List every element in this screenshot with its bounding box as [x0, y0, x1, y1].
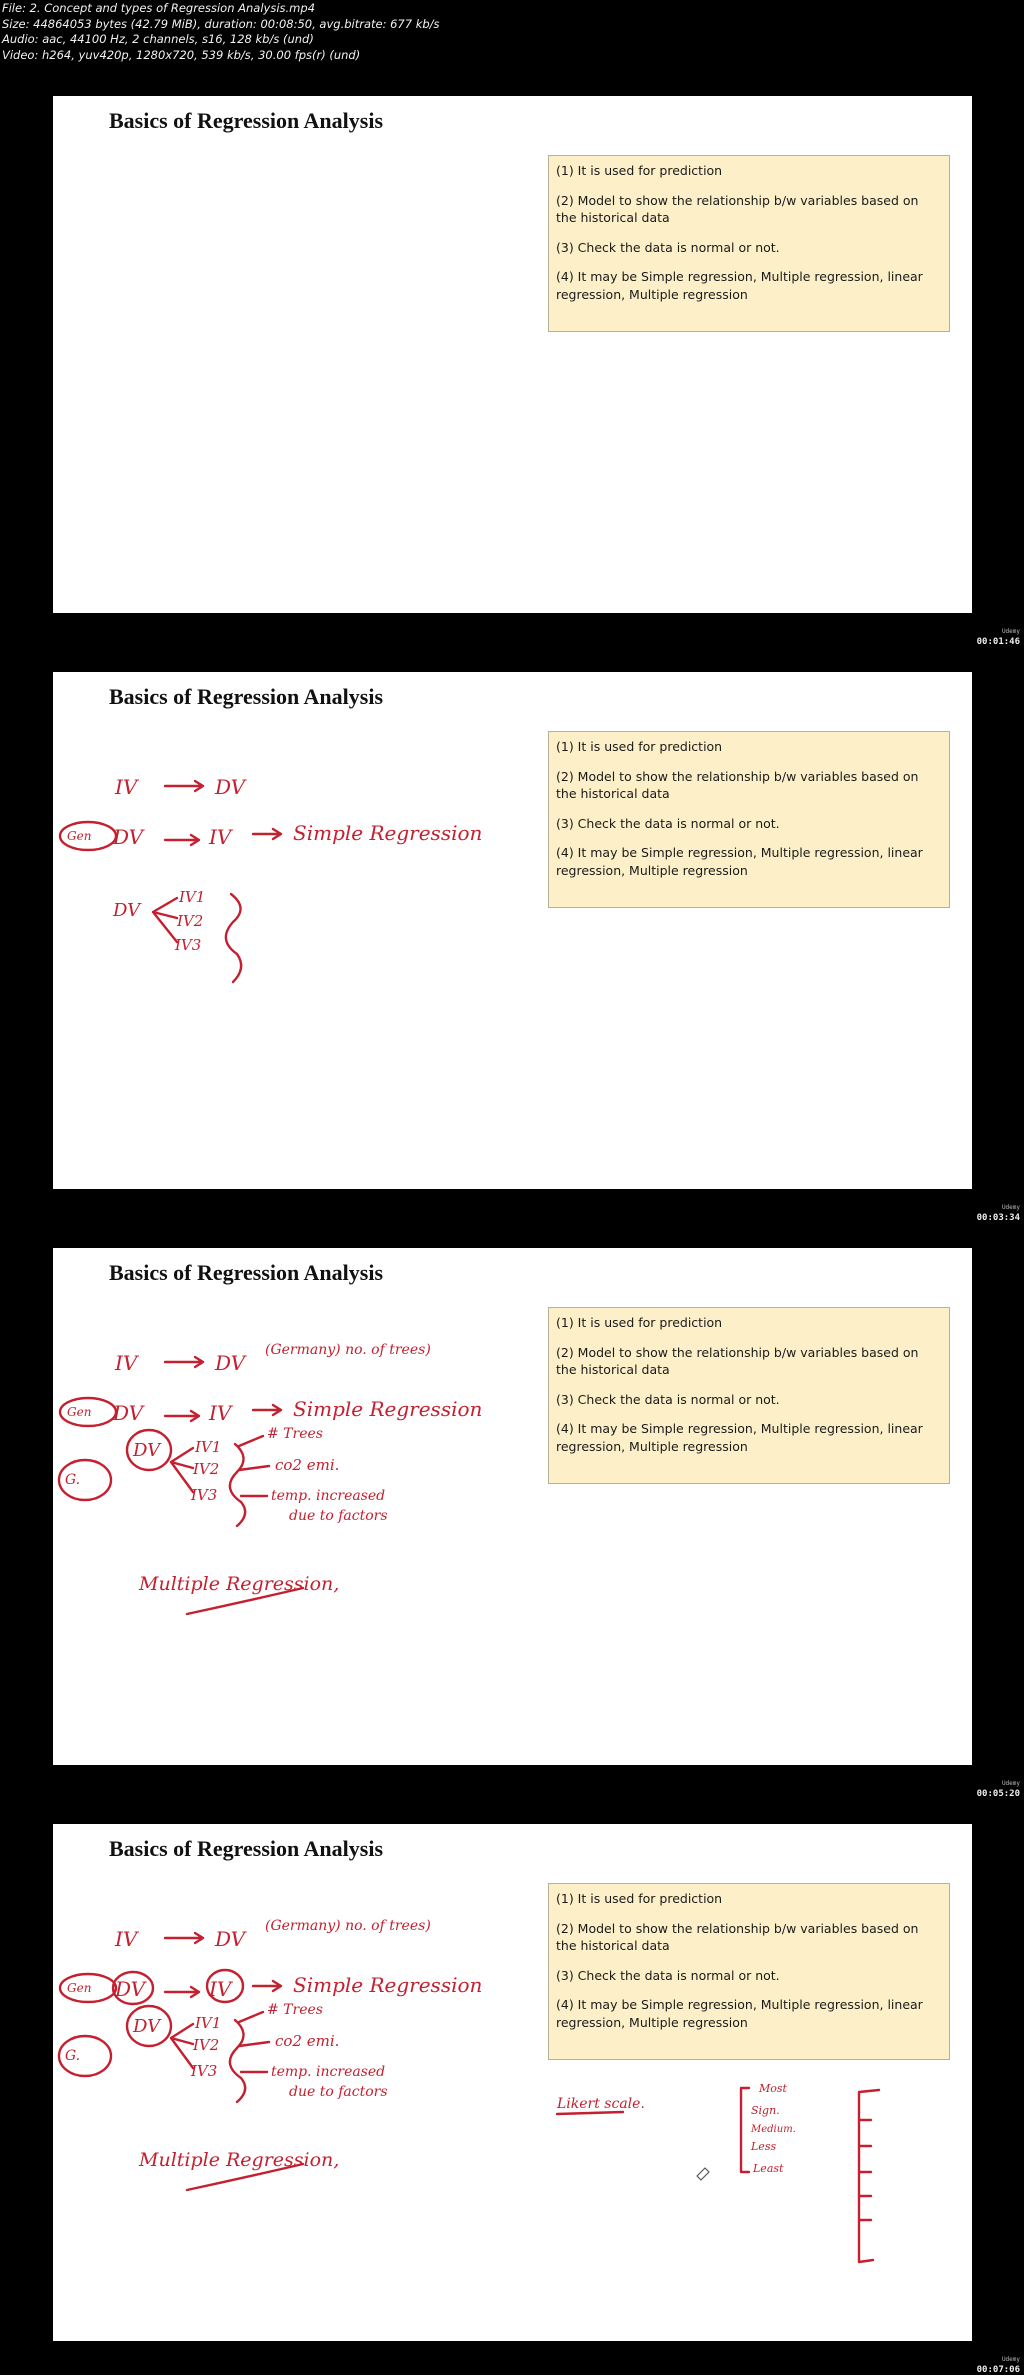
ink-arrow: [165, 1357, 203, 1367]
ink-dv: DV: [113, 900, 141, 921]
ink-arrow: [239, 1436, 263, 1446]
slide-title: Basics of Regression Analysis: [109, 1260, 384, 1285]
ink-arrow: [165, 835, 199, 845]
ink-simple-regression: Simple Regression: [293, 821, 483, 845]
ink-g: G.: [65, 1472, 81, 1488]
ink-dv: DV: [133, 2016, 161, 2037]
ink-scale-item: Least: [753, 2162, 784, 2175]
video-frame-1: [53, 96, 972, 613]
ink-dv: DV: [113, 825, 144, 849]
ink-arrow: [165, 781, 203, 791]
ink-iv: IV: [209, 1977, 232, 2001]
file-name: File: 2. Concept and types of Regression Analysis.mp4: [2, 1, 316, 15]
pen-cursor-icon: [697, 2168, 709, 2180]
ink-circle: [60, 1974, 116, 2002]
ink-circle: [59, 1460, 111, 1500]
ink-scale-item: Medium.: [751, 2124, 796, 2135]
ink-iv: IV: [115, 1351, 138, 1375]
slide-title: Basics of Regression Analysis: [109, 108, 384, 133]
ink-arrow: [239, 2042, 269, 2046]
ink-dv: DV: [115, 1977, 146, 2001]
ink-iv2: IV2: [193, 1460, 220, 1478]
ink-temp: temp. increased: [271, 1488, 386, 1504]
ink-simple-regression: Simple Regression: [293, 1973, 483, 1997]
ink-iv: IV: [115, 1927, 138, 1951]
ink-multiple-regression: Multiple Regression,: [139, 2149, 340, 2171]
ink-dv: DV: [113, 1401, 144, 1425]
udemy-logo: Udemy: [1001, 1204, 1020, 1211]
ink-underline: [557, 2112, 623, 2114]
ink-branches: [171, 2024, 193, 2068]
ink-dv: DV: [215, 1927, 246, 1951]
file-size: Size: 44864053 bytes (42.79 MiB), duration: 00:08:50, avg.bitrate: 677 kb/s: [2, 16, 440, 31]
udemy-logo: Udemy: [1001, 2356, 1020, 2363]
ink-iv3: IV3: [175, 936, 202, 954]
ink-scale-boxes: [859, 2090, 879, 2262]
video-file-info: [2, 1, 440, 63]
ink-arrow: [165, 1987, 199, 1997]
ink-underline: [187, 1588, 303, 1614]
note-item: (4) It may be Simple regression, Multiple regression, linear regression, Multiple regression: [556, 845, 923, 878]
ink-iv: IV: [209, 1401, 232, 1425]
ink-trees: # Trees: [267, 2002, 323, 2018]
ink-bracket: [741, 2088, 749, 2172]
note-item: (1) It is used for prediction: [556, 1891, 723, 1906]
udemy-logo: Udemy: [1001, 1780, 1020, 1787]
note-item: (3) Check the data is normal or not.: [556, 1967, 780, 1983]
slide-title: Basics of Regression Analysis: [109, 1836, 384, 1861]
timestamp: 00:07:06: [976, 2365, 1020, 2375]
ink-arrow: [165, 1933, 203, 1943]
ink-gen: Gen: [67, 1405, 92, 1419]
ink-multiple-regression: Multiple Regression,: [139, 1573, 340, 1595]
note-item: (2) Model to show the relationship b/w variables based on the historical data: [556, 192, 919, 225]
ink-brace: [230, 2020, 245, 2102]
notes-box: [548, 731, 950, 908]
timestamp-overlay: [977, 1203, 1020, 1223]
note-item: (2) Model to show the relationship b/w variables based on the historical data: [556, 1344, 919, 1377]
video-frame-3: [53, 1248, 972, 1765]
ink-arrow: [239, 2012, 263, 2022]
ink-circle: [59, 2036, 111, 2076]
ink-iv2: IV2: [177, 912, 204, 930]
audio-info: Audio: aac, 44100 Hz, 2 channels, s16, 128 kb/s (und): [2, 32, 314, 46]
note-item: (4) It may be Simple regression, Multiple regression, linear regression, Multiple regression: [556, 1421, 923, 1454]
ink-iv1: IV1: [195, 2014, 222, 2032]
timestamp: 00:01:46: [976, 637, 1020, 647]
note-item: (4) It may be Simple regression, Multiple regression, linear regression, Multiple regression: [556, 269, 923, 302]
note-item: (4) It may be Simple regression, Multiple regression, linear regression, Multiple regression: [556, 1997, 923, 2030]
video-frame-4: [53, 1824, 972, 2341]
ink-circle: [113, 1972, 153, 2004]
video-frame-2: [53, 672, 972, 1189]
ink-germany-note: (Germany) no. of trees): [265, 1918, 431, 1934]
timestamp-overlay: [977, 2355, 1020, 2375]
ink-scale-item: Most: [759, 2082, 787, 2095]
ink-brace: [226, 894, 241, 982]
ink-brace: [230, 1444, 245, 1526]
ink-iv1: IV1: [195, 1438, 222, 1456]
ink-arrow: [253, 829, 281, 839]
ink-trees: # Trees: [267, 1426, 323, 1442]
ink-likert-scale: Likert scale.: [557, 2096, 645, 2112]
ink-co2: co2 emi.: [275, 1456, 340, 1474]
ink-iv3: IV3: [191, 2062, 218, 2080]
ink-branches: [153, 898, 177, 942]
ink-iv1: IV1: [179, 888, 206, 906]
ink-circle: [127, 1430, 171, 1470]
video-info: Video: h264, yuv420p, 1280x720, 539 kb/s, 30.00 fps(r) (und): [2, 47, 361, 62]
ink-scale-item: Less: [751, 2140, 777, 2153]
note-item: (1) It is used for prediction: [556, 1315, 723, 1330]
timestamp: 00:03:34: [976, 1213, 1020, 1223]
ink-circle: [60, 822, 116, 850]
ink-gen: Gen: [67, 829, 92, 843]
ink-iv: IV: [115, 775, 138, 799]
notes-box: [548, 155, 950, 332]
ink-arrow: [165, 1411, 199, 1421]
ink-arrow: [253, 1981, 281, 1991]
ink-circle: [60, 1398, 116, 1426]
note-item: (1) It is used for prediction: [556, 163, 723, 178]
ink-underline: [187, 2164, 303, 2190]
ink-dv: DV: [215, 775, 246, 799]
ink-arrow: [253, 1405, 281, 1415]
timestamp-overlay: [977, 627, 1020, 647]
ink-dv: DV: [215, 1351, 246, 1375]
slide-title: Basics of Regression Analysis: [109, 684, 384, 709]
ink-arrow: [239, 1466, 269, 1470]
ink-iv3: IV3: [191, 1486, 218, 1504]
ink-g: G.: [65, 2048, 81, 2064]
ink-iv: IV: [209, 825, 232, 849]
note-item: (2) Model to show the relationship b/w variables based on the historical data: [556, 1920, 919, 1953]
ink-iv2: IV2: [193, 2036, 220, 2054]
ink-factors: due to factors: [289, 2084, 388, 2100]
notes-box: [548, 1307, 950, 1484]
timestamp-overlay: [977, 1779, 1020, 1799]
note-item: (3) Check the data is normal or not.: [556, 1391, 780, 1407]
timestamp: 00:05:20: [976, 1789, 1020, 1799]
ink-factors: due to factors: [289, 1508, 388, 1524]
ink-gen: Gen: [67, 1981, 92, 1995]
ink-dv: DV: [133, 1440, 161, 1461]
ink-temp: temp. increased: [271, 2064, 386, 2080]
ink-circle: [127, 2006, 171, 2046]
ink-co2: co2 emi.: [275, 2032, 340, 2050]
notes-box: [548, 1883, 950, 2060]
ink-branches: [171, 1448, 193, 1492]
ink-simple-regression: Simple Regression: [293, 1397, 483, 1421]
note-item: (3) Check the data is normal or not.: [556, 815, 780, 831]
udemy-logo: Udemy: [1001, 628, 1020, 635]
note-item: (2) Model to show the relationship b/w variables based on the historical data: [556, 768, 919, 801]
ink-germany-note: (Germany) no. of trees): [265, 1342, 431, 1358]
ink-circle: [207, 1970, 243, 2002]
note-item: (1) It is used for prediction: [556, 739, 723, 754]
ink-scale-item: Sign.: [751, 2104, 780, 2117]
note-item: (3) Check the data is normal or not.: [556, 239, 780, 255]
